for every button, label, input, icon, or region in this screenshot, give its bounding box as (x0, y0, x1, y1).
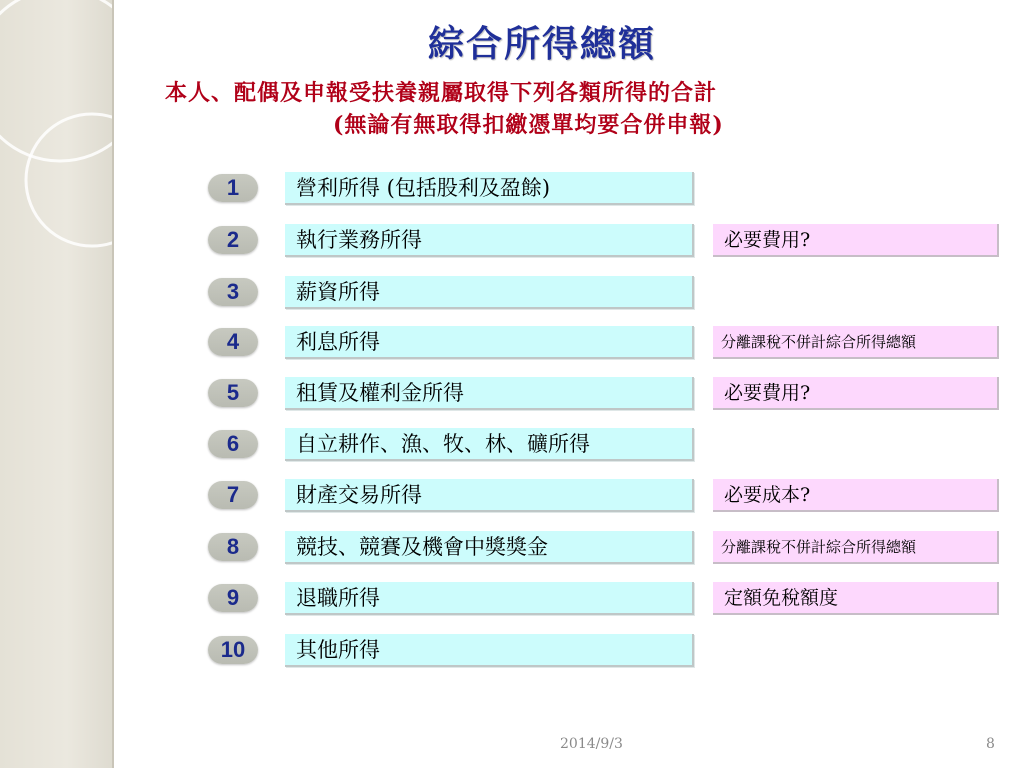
income-item-6: 自立耕作、漁、牧、林、礦所得 (285, 428, 694, 461)
income-item-5: 租賃及權利金所得 (285, 377, 694, 410)
note-item-2: 必要費用? (713, 224, 999, 257)
income-item-2: 執行業務所得 (285, 224, 694, 257)
income-item-4: 利息所得 (285, 326, 694, 359)
item-number-8: 8 (208, 533, 258, 561)
note-item-9: 定額免稅額度 (713, 582, 999, 615)
slide-subtitle: 本人、配偶及申報受扶養親屬取得下列各類所得的合計 (165, 80, 718, 106)
slide-title: 綜合所得總額 (427, 23, 656, 65)
item-number-4: 4 (208, 328, 258, 356)
decorative-sidebar (0, 0, 114, 768)
income-item-8: 競技、競賽及機會中獎獎金 (285, 531, 694, 564)
income-item-9: 退職所得 (285, 582, 694, 615)
decorative-circles (0, 0, 114, 768)
item-number-10: 10 (208, 636, 258, 664)
item-number-2: 2 (208, 226, 258, 254)
item-number-7: 7 (208, 481, 258, 509)
slide-subtitle-note: (無論有無取得扣繳憑單均要合併申報) (333, 112, 724, 138)
note-item-5: 必要費用? (713, 377, 999, 410)
item-number-3: 3 (208, 278, 258, 306)
footer-page-number: 8 (986, 736, 995, 752)
income-item-7: 財產交易所得 (285, 479, 694, 512)
income-item-10: 其他所得 (285, 634, 694, 667)
item-number-6: 6 (208, 430, 258, 458)
item-number-5: 5 (208, 379, 258, 407)
income-item-1: 營利所得 (包括股利及盈餘) (285, 172, 694, 205)
note-item-4: 分離課稅不併計綜合所得總額 (713, 326, 999, 359)
item-number-1: 1 (208, 174, 258, 202)
income-item-3: 薪資所得 (285, 276, 694, 309)
note-item-8: 分離課稅不併計綜合所得總額 (713, 531, 999, 564)
item-number-9: 9 (208, 584, 258, 612)
footer-date: 2014/9/3 (560, 736, 623, 752)
note-item-7: 必要成本? (713, 479, 999, 512)
